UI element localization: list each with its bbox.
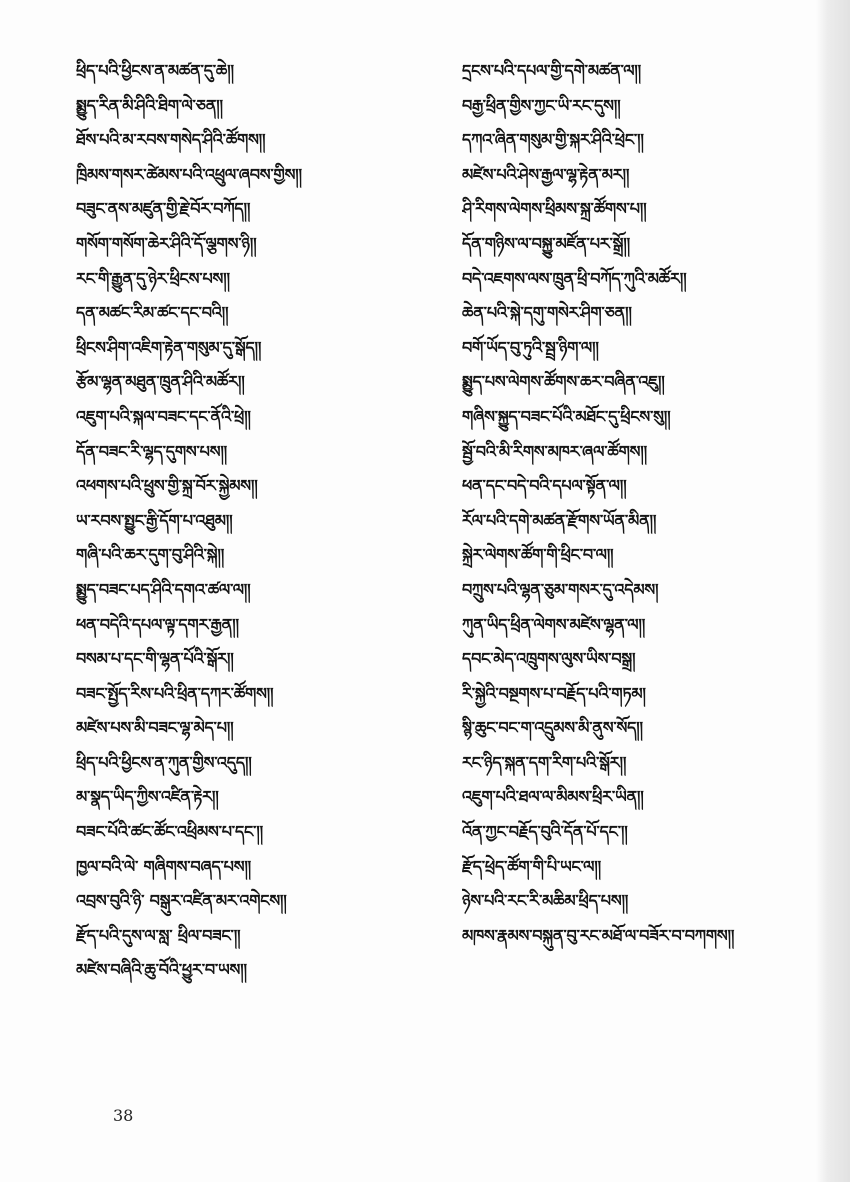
verse-line: སྨྱུད་པས་ལེགས་ཚོགས་ཆར་བཞིན་འཇུ།། bbox=[462, 372, 665, 392]
verse-line: མཛེས་པའི་ཤེས་རྒྱལ་ལྷ་རྟེན་མར།། bbox=[462, 164, 630, 184]
verse-line: ཕན་དང་བདེ་བའི་དཔལ་སྟོན་ལ།། bbox=[462, 476, 627, 496]
verse-line: མཛེས་པས་མི་བཟང་ལྷ་མེད་པ།། bbox=[76, 718, 234, 738]
verse-line: རང་ཉིད་སྐན་དག་རིག་པའི་སྒོར།། bbox=[462, 752, 627, 772]
left-verse-column bbox=[76, 54, 396, 988]
verse-line: བཀྲུས་པའི་ལྷན་ཅུམ་གསར་དུ་འདེམས། bbox=[462, 579, 659, 599]
verse-line: རང་གི་རྒྱུན་དུ་ཉེར་ཕྲིངས་པས།། bbox=[76, 268, 230, 288]
verse-line: ཁྲིམས་གསར་ཚེམས་པའི་འཕྲུལ་ཞབས་གྱིས།། bbox=[76, 164, 302, 184]
verse-line: སྦྱོ་བའི་མི་རིགས་མཁར་ཞལ་ཚོགས།། bbox=[462, 441, 647, 461]
verse-line: འཇུག་པའི་སྐལ་བཟང་དང་ནོའི་ཕྲེ།། bbox=[76, 406, 251, 426]
verse-line: མཁས་རྣམས་བསྐུན་བུ་རང་མཐོ་ལ་བཟོར་བ་བཀགས།། bbox=[462, 925, 735, 945]
verse-line: སྙི་ཆུང་བང་ག་འདྲུམས་མི་ནུས་སོད།། bbox=[462, 718, 643, 738]
verse-line: བརྒྱ་ཕྲིན་གྱིས་ཀྱང་ཡི་རང་དུས།། bbox=[462, 95, 621, 115]
verse-line: བཟུང་ནས་མཛུན་གྱི་རྗེ་བོར་བཀོད།། bbox=[76, 199, 251, 219]
verse-line: སྐྲེར་ལེགས་ཚོག་གི་ཕྲིང་བ་ལ།། bbox=[462, 545, 614, 565]
verse-line: དོན་གཉིས་ལ་བསྐྱུ་མཛོན་པར་སྒྲོ།། bbox=[462, 233, 630, 253]
verse-line: སྨྱུད་རིན་མི་ཤིའི་ཐིག་ལེ་ཅན།། bbox=[76, 95, 223, 115]
verse-line: ཆེན་པའི་སྐེ་དགུ་གསེར་ཤིག་ཅན།། bbox=[462, 303, 632, 323]
verse-line: བསམ་པ་དང་གི་ལྷན་པོའི་སྒོར།། bbox=[76, 649, 234, 669]
verse-line: ཀུན་ཡིད་ཕྲིན་ལེགས་མཛེས་ལྷན་ལ།། bbox=[462, 614, 646, 634]
verse-line: དྲངས་པའི་དཔལ་གྱི་དགེ་མཚན་ལ།། bbox=[462, 61, 642, 80]
verse-line: ཕྲིད་པའི་ཕྱིངས་ན་ཀུན་གྱིས་འདུད།། bbox=[76, 752, 252, 772]
verse-line: རྫོད་ཕྲེད་ཚོག་གི་པི་ཡང་ལ།། bbox=[462, 856, 601, 876]
verse-line: འཇུག་པའི་ཐལ་ལ་མིམས་ཕྲིར་ཡིན།། bbox=[462, 787, 644, 807]
verse-line: བགོ་ཡོད་བུ་ཏུའི་སྦྲ་ཉིག་ལ།། bbox=[462, 337, 599, 357]
verse-line: རྩོམ་ལྷན་མཐུན་ཁྲུན་ཤིའི་མཚོར།། bbox=[76, 372, 245, 392]
page-edge-shadow bbox=[816, 0, 850, 1182]
verse-line: འབྲས་བུའི་ཉི་ བསྒུར་འཛིན་མར་འགེངས།། bbox=[76, 891, 287, 911]
verse-line: མཛེས་བཞིའི་ཆུ་བོའི་ཕྱུར་བ་ཡས།། bbox=[76, 960, 247, 980]
verse-line: འཕགས་པའི་ཕྲུས་གྱི་སྐྲ་བོར་སྐྱེམས།། bbox=[76, 476, 258, 496]
verse-line: ཕྲིངས་ཤིག་འཇིག་རྟེན་གསུམ་དུ་སྒོད།། bbox=[76, 337, 262, 357]
verse-line: ཁྱལ་བའི་ལེ་ གཞིགས་བཞད་པས།། bbox=[76, 856, 252, 876]
verse-line: བཟང་སྤྱོད་རིས་པའི་ཕྲིན་དཀར་ཚོགས།། bbox=[76, 683, 274, 703]
verse-line: དན་མཚང་རིམ་ཚང་དང་བའི།། bbox=[76, 303, 229, 323]
verse-line: དཀའ་ཞིན་གསུམ་གྱི་སྐར་ཤིའི་ཕྲེང་།། bbox=[462, 130, 644, 150]
verse-line: དོན་བཟང་རི་ལྷད་དུགས་པས།། bbox=[76, 441, 228, 461]
verse-line: བདེ་འཇགས་ལས་ཁྲུན་ཕྲི་བཀོད་ཀུའི་མཚོར།། bbox=[462, 268, 687, 288]
verse-line: ཡ་རབས་སྤྱུང་རྒྱི་དོག་པ་འཐུམ།། bbox=[76, 510, 233, 530]
verse-line: གཞི་པའི་ཆར་དུག་བུ་ཤིའི་སྐེ།། bbox=[76, 545, 225, 565]
verse-line: ཉེས་པའི་རང་རི་མཆིམ་ཕྲིད་པས།། bbox=[462, 891, 629, 911]
verse-line: རོལ་པའི་དགེ་མཚན་རྫོགས་ཡོན་མིན།། bbox=[462, 510, 657, 530]
verse-line: རྫོད་པའི་དུས་ལ་སླ་ ཕྲིལ་བཟང་།། bbox=[76, 925, 241, 945]
verse-line: རི་སྐྱེའི་བསྔགས་པ་བརྗོད་པའི་གཏམ། bbox=[462, 683, 646, 703]
verse-line: མ་སྣད་ཡིད་ཀྱིས་འཛིན་རྟེར།། bbox=[76, 787, 219, 807]
verse-line: ཤི་རིགས་ལེགས་ཕྲིམས་སྐྲ་ཚོགས་པ།། bbox=[462, 199, 647, 219]
verse-line: དབང་མེད་འཁྲུགས་ལུས་ཡིས་བསྒྲ། bbox=[462, 649, 636, 669]
verse-line: ཐོས་པའི་མ་རབས་གསེད་ཤིའི་ཚོགས།། bbox=[76, 130, 266, 150]
verse-line: ཕྲིད་པའི་ཕྱིངས་ན་མཚན་དུ་ཆེ།། bbox=[76, 61, 234, 80]
verse-line: འོན་ཀྱང་བརྗོད་བུའི་དོན་པོ་དང་།། bbox=[462, 822, 628, 842]
verse-line: སྨྱུད་བཟང་པད་ཤིའི་དགའ་ཚལ་ལ།། bbox=[76, 579, 251, 599]
verse-line: གཞིས་སྐྱུད་བཟང་པོའི་མཐོང་དུ་ཕྲིངས་སུ།། bbox=[462, 406, 671, 426]
page-number: 38 bbox=[113, 1106, 134, 1125]
verse-line: ཕན་བདེའི་དཔལ་ལྟ་དགར་རྒྱན།། bbox=[76, 614, 239, 634]
verse-line: གསོག་གསོག་ཆེར་ཤིའི་དོ་ལྕགས་ཉི།། bbox=[76, 233, 257, 253]
right-verse-column bbox=[462, 54, 762, 953]
verse-line: བཟང་པོའི་ཚང་ཚོང་འཕྲིམས་པ་དང་།། bbox=[76, 822, 263, 842]
